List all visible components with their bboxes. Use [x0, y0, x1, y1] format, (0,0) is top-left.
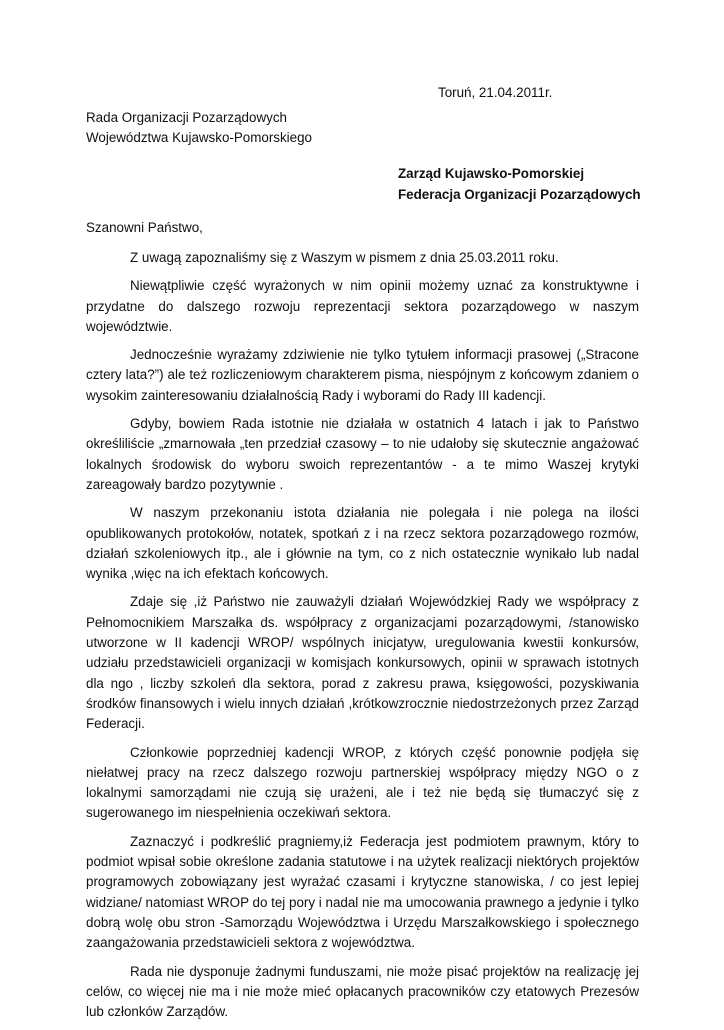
- recipient-line-2: Federacja Organizacji Pozarządowych: [398, 187, 641, 202]
- paragraph-3: Jednocześnie wyrażamy zdziwienie nie tylko tytułem informacji prasowej („Stracone cztery lata?”) ale też rozliczeniowym charakterem pisma, niespójnym z końcowym zdaniem o wysokim zainteresowaniu działalnością Rady i wyborami do Rady III kadencji.: [86, 347, 639, 403]
- sender-line-1: Rada Organizacji Pozarządowych: [86, 110, 287, 125]
- letter-body: [86, 248, 639, 1030]
- paragraph-9: Rada nie dysponuje żadnymi funduszami, nie może pisać projektów na realizację jej celów, co więcej nie ma i nie może mieć opłacanych pracowników czy etatowych Prezesów lub członków Zarządów.: [86, 963, 639, 1020]
- paragraph-2: Niewątpliwie część wyrażonych w nim opinii możemy uznać za konstruktywne i przydatne do dalszego rozwoju reprezentacji sektora pozarządowego w naszym województwie.: [86, 278, 639, 334]
- sender-block: [86, 108, 312, 148]
- sender-line-2: Województwa Kujawsko-Pomorskiego: [86, 130, 312, 145]
- paragraph-1: Z uwagą zapoznaliśmy się z Waszym w pismem z dnia 25.03.2011 roku.: [130, 250, 559, 265]
- recipient-block: [398, 163, 641, 205]
- paragraph-7: Członkowie poprzedniej kadencji WROP, z których część ponownie podjęła się niełatwej pracy na rzecz dalszego rozwoju partnerskiej współpracy między NGO o z lokalnymi samorządami nie czują się urażeni, ale i też nie będą się tłumaczyć się z sugerowanego im niespełnienia oczekiwań sektora.: [86, 744, 639, 821]
- recipient-line-1: Zarząd Kujawsko-Pomorskiej: [398, 166, 585, 181]
- paragraph-6: Zdaje się ,iż Państwo nie zauważyli działań Wojewódzkiej Rady we współpracy z Pełnomocnikiem Marszałka ds. współpracy z organizacjami pozarządowymi, /stanowisko utworzone w II kadencji WROP/ wspólnych inicjatyw, uregulowania kwestii konkursów, udziału przedstawicieli organizacji w komisjach konkursowych, opinii w sprawach istotnych dla ngo , liczby szkoleń dla sektora, porad z zakresu prawa, księgowości, pozyskiwania środków finansowych i wielu innych działań ,krótkowzrocznie niedostrzeżonych przez Zarząd Federacji.: [86, 594, 639, 732]
- paragraph-8: Zaznaczyć i podkreślić pragniemy,iż Federacja jest podmiotem prawnym, który to podmiot wpisał sobie określone zadania statutowe i na użytek realizacji niektórych projektów programowych zobowiązany jest wyrażać czasami i krytyczne stanowiska, / co jest lepiej widziane/ natomiast WROP do tej pory i nadal nie ma umocowania prawnego a jedynie i tylko dobrą wolę obu stron -Samorządu Województwa i Urzędu Marszałkowskiego i społecznego zaangażowania przedstawicieli sektora z województwa.: [86, 833, 639, 951]
- paragraph-5: W naszym przekonaniu istota działania nie polegała i nie polega na ilości opublikowanych protokołów, notatek, spotkań z i na rzecz sektora pozarządowego rozmów, działań szkoleniowych itp., ale i głównie na tym, co z nich ostatecznie wynikało lub nadal wynika ,więc na ich efektach końcowych.: [86, 505, 639, 582]
- greeting: Szanowni Państwo,: [86, 220, 203, 235]
- letter-date: Toruń, 21.04.2011r.: [438, 85, 553, 100]
- paragraph-4: Gdyby, bowiem Rada istotnie nie działała w ostatnich 4 latach i jak to Państwo określiliście „zmarnowała „ten przedział czasowy – to nie udałoby się skutecznie angażować lokalnych środowisk do wyboru swoich reprezentantów - a te mimo Waszej krytyki zareagowały bardzo pozytywnie .: [86, 416, 639, 492]
